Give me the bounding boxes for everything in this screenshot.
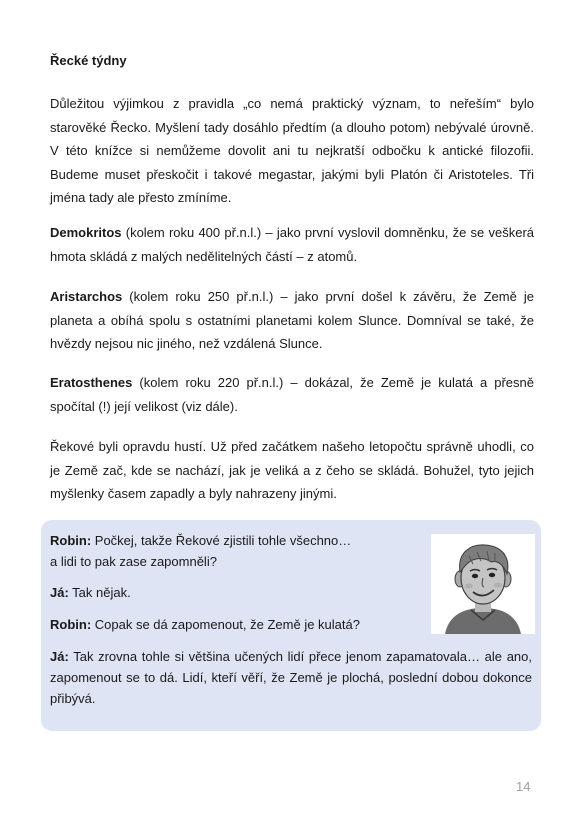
dialog-text: Tak nějak. xyxy=(68,585,131,600)
speaker-label: Robin: xyxy=(50,617,92,632)
dialog-text: Copak se dá zapomenout, že Země je kulatá? xyxy=(91,617,360,632)
entry-eratosthenes xyxy=(50,371,534,418)
entry-text: (kolem roku 250 př.n.l.) – jako první došel k závěru, že Země je planeta a obíhá spolu s ostatními planetami kolem Slunce. Domníval se také, že hvězdy nejsou nic jiného, než vzdálená Slunce. xyxy=(50,289,534,351)
dialog-line-ja-1 xyxy=(50,582,430,603)
entry-name: Eratosthenes xyxy=(50,375,133,390)
speaker-label: Robin: xyxy=(50,533,92,548)
dialog-text: Počkej, takže Řekové zjistili tohle všechno… xyxy=(91,533,352,548)
robin-avatar-icon xyxy=(431,534,535,634)
entry-name: Aristarchos xyxy=(50,289,123,304)
entry-name: Demokritos xyxy=(50,225,122,240)
closing-paragraph: Řekové byli opravdu hustí. Už před začátkem našeho letopočtu správně uhodli, co je Země zač, kde se nachází, jak je veliká a z čeho se skládá. Bohužel, tyto jejich myšlenky časem zapadly a byly nahrazeny jinými. xyxy=(50,439,534,501)
intro-paragraph: Důležitou výjimkou z pravidla „co nemá praktický význam, to neřeším“ bylo starověké Řecko. Myšlení tady dosáhlo předtím (a dlouho potom) nebývalé úrovně. V této knížce si nemůžeme dovolit ani tu nejkratší odbočku k antické filozofii. Budeme muset přeskočit i takové megastar, jakými byli Platón či Aristoteles. Tři jména tady ale přesto zmíníme. xyxy=(50,96,534,205)
dialog-line-ja-2 xyxy=(50,646,532,709)
entry-text: (kolem roku 220 př.n.l.) – dokázal, že Země je kulatá a přesně spočítal (!) její velikost (viz dále). xyxy=(50,375,534,414)
dialog-line-robin-2 xyxy=(50,614,430,635)
entry-text: (kolem roku 400 př.n.l.) – jako první vyslovil domněnku, že se veškerá hmota skládá z malých nedělitelných částí – z atomů. xyxy=(50,225,534,264)
dialog-text: Tak zrovna tohle si většina učených lidí přece jenom zapamatovala… ale ano, zapomenout se to dá. Lidí, kteří věří, že Země je plochá, poslední dobou dokonce přibývá. xyxy=(50,649,532,706)
speaker-label: Já: xyxy=(50,649,69,664)
entry-demokritos xyxy=(50,221,534,268)
dialog-line-robin-1 xyxy=(50,530,380,572)
page-number: 14 xyxy=(516,779,531,794)
speaker-label: Já: xyxy=(50,585,69,600)
dialog-text: a lidi to pak zase zapomněli? xyxy=(50,554,217,569)
section-heading: Řecké týdny xyxy=(50,53,127,68)
dialog-box xyxy=(41,520,541,731)
entry-aristarchos xyxy=(50,285,534,356)
